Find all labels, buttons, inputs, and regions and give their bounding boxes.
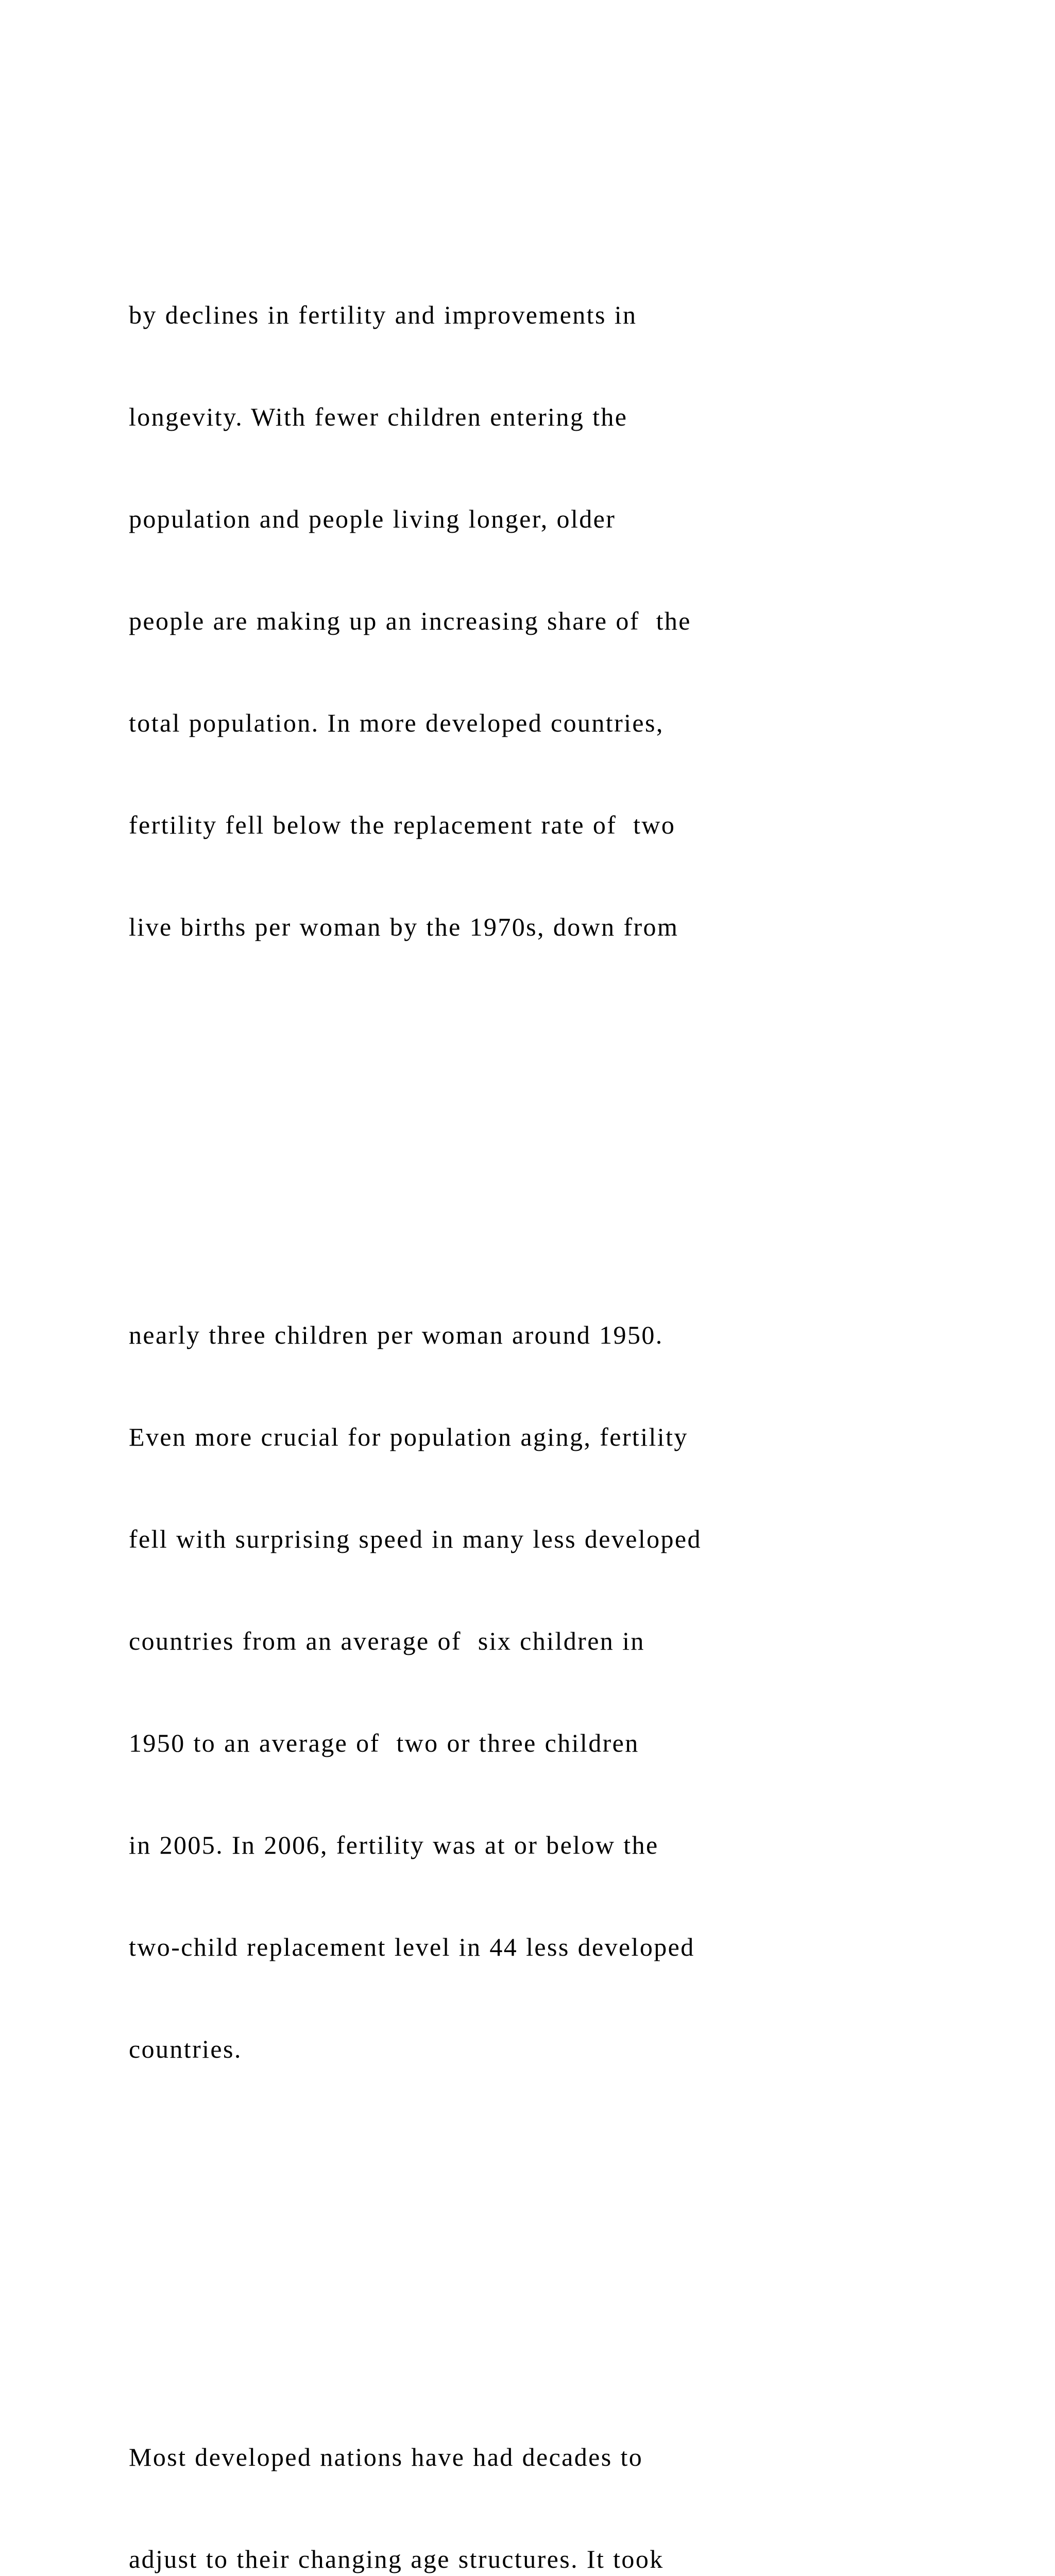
text-line: nearly three children per woman around 1950.: [129, 1320, 663, 1349]
paragraph-less-developed-fertility: [129, 1250, 1005, 2134]
text-line: longevity. With fewer children entering the: [129, 402, 628, 431]
text-line: population and people living longer, older: [129, 504, 616, 533]
paragraph-gap: [129, 2236, 1005, 2270]
text-line: adjust to their changing age structures. It took: [129, 2545, 664, 2573]
text-line: Even more crucial for population aging, fertility: [129, 1422, 688, 1451]
text-line: countries.: [129, 2035, 242, 2063]
text-line: by declines in fertility and improvements in: [129, 300, 637, 329]
text-line: 1950 to an average of two or three children: [129, 1728, 639, 1757]
text-line: fertility fell below the replacement rate of two: [129, 810, 676, 839]
paragraph-fertility-decline: [129, 230, 1005, 1012]
text-line: countries from an average of six children in: [129, 1626, 645, 1655]
body-text: [129, 128, 1005, 2576]
paragraph-age-structure: [129, 2372, 1005, 2576]
text-line: in 2005. In 2006, fertility was at or below the: [129, 1831, 659, 1859]
text-line: total population. In more developed countries,: [129, 708, 664, 737]
text-line: fell with surprising speed in many less developed: [129, 1524, 702, 1553]
text-line: people are making up an increasing share of the: [129, 606, 691, 635]
paragraph-gap: [129, 1114, 1005, 1148]
text-line: Most developed nations have had decades to: [129, 2443, 643, 2471]
text-line: live births per woman by the 1970s, down from: [129, 912, 679, 941]
text-line: two-child replacement level in 44 less developed: [129, 1933, 695, 1961]
